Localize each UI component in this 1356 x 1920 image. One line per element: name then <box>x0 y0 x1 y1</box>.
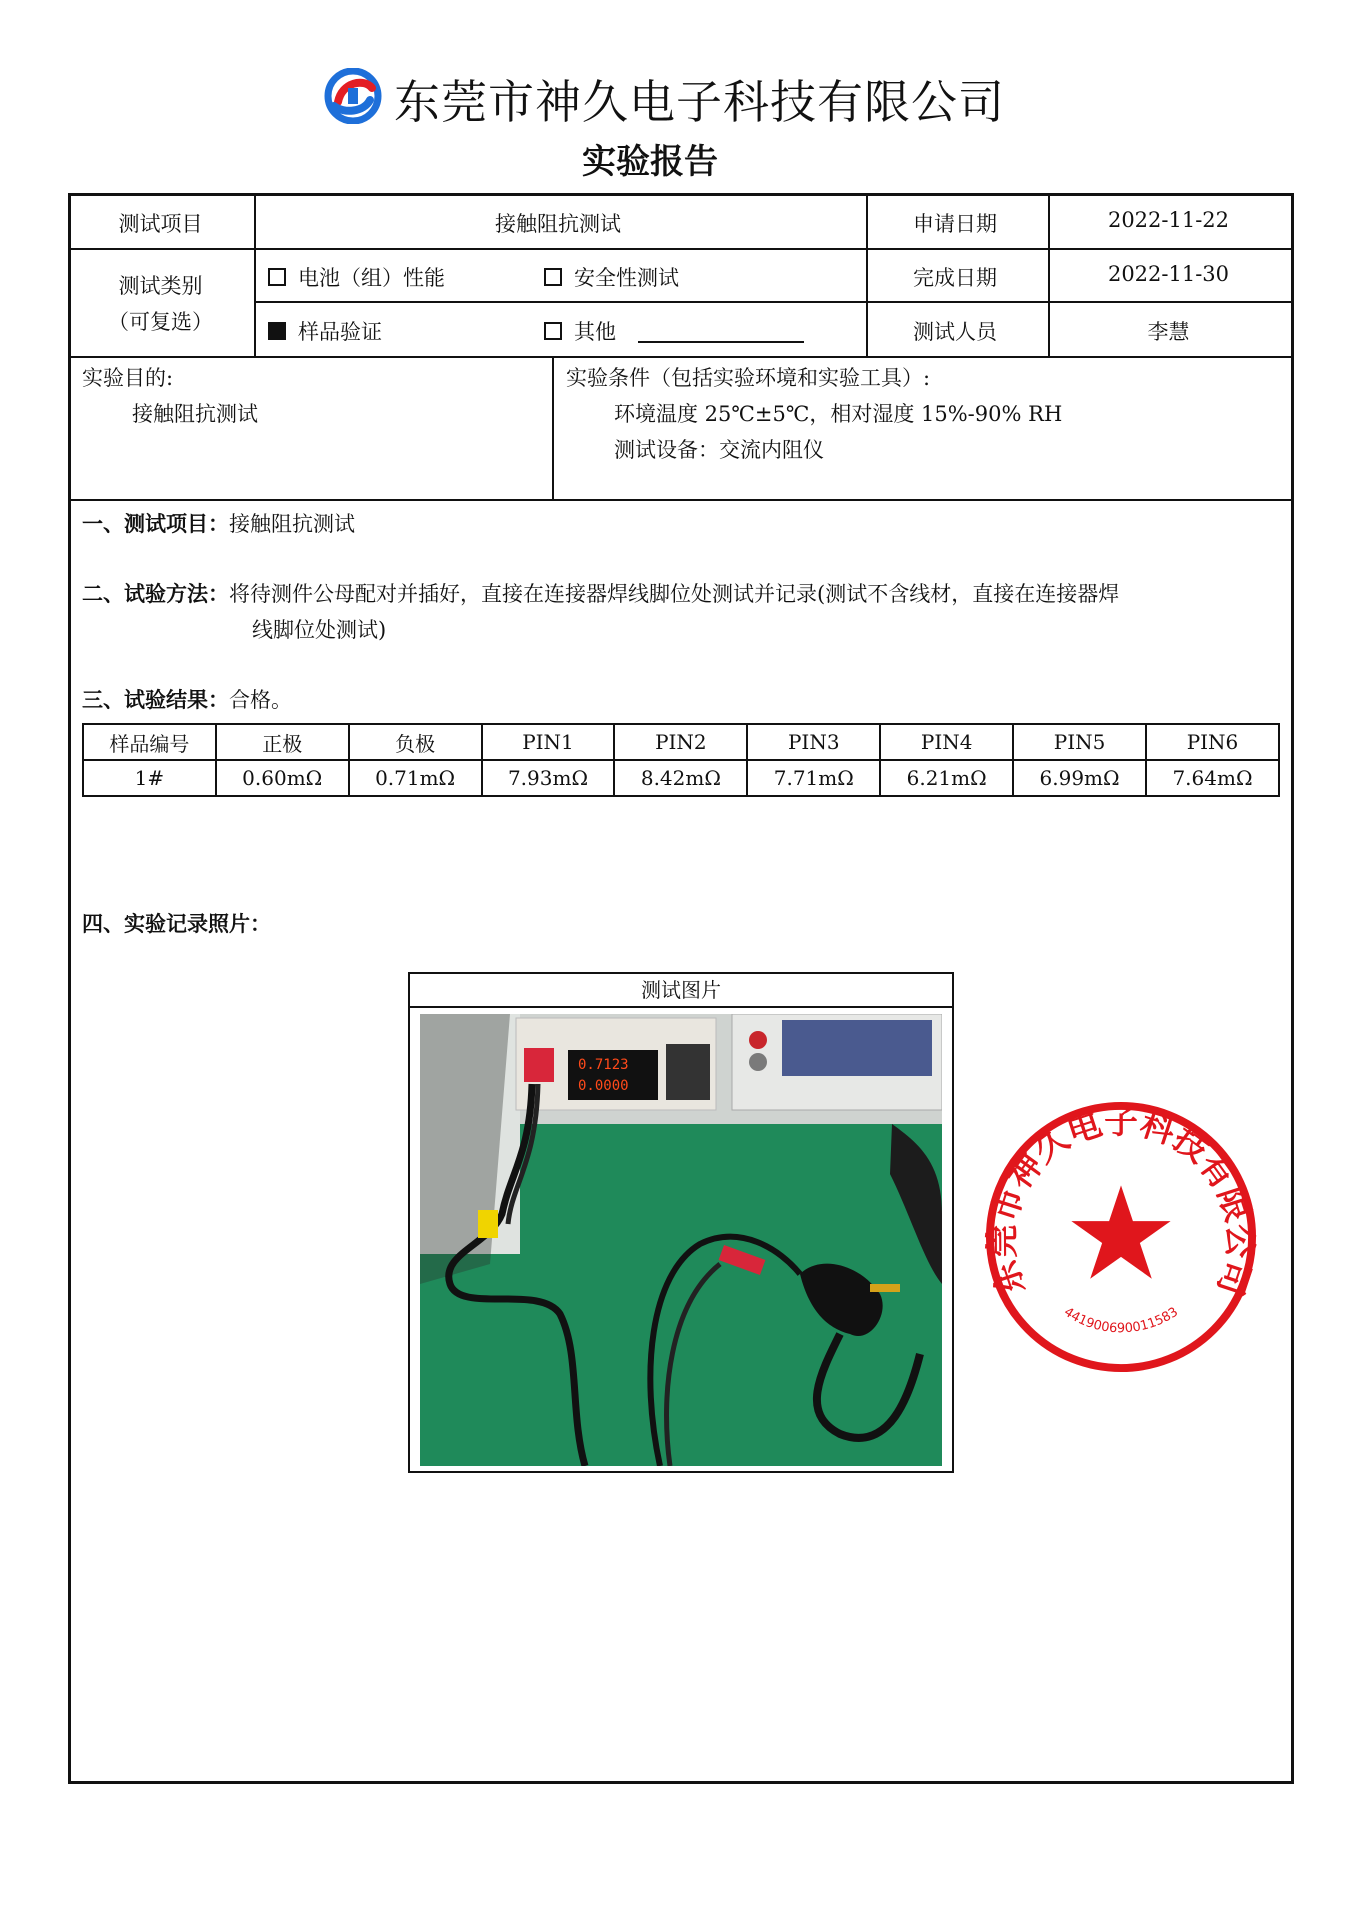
section-2-line-2: 线脚位处测试) <box>252 618 387 642</box>
checkbox-empty-icon[interactable] <box>268 268 286 286</box>
option-safety-test[interactable]: 安全性测试 <box>544 262 679 292</box>
company-name: 东莞市神久电子科技有限公司 <box>394 75 1005 129</box>
section-1-title: 一、测试项目： <box>82 512 229 536</box>
test-photo <box>420 1014 942 1466</box>
seal-number: 441900690011583 <box>1061 1304 1181 1337</box>
section-1 <box>82 508 355 538</box>
finish-date-label: 完成日期 <box>913 266 997 290</box>
tester-label: 测试人员 <box>913 320 997 344</box>
test-category-label: 测试类别 <box>118 274 203 298</box>
photo-caption: 测试图片 <box>408 972 954 1008</box>
checkbox-empty-icon[interactable] <box>544 268 562 286</box>
checkbox-checked-icon[interactable] <box>268 322 286 340</box>
header-sample-no: 样品编号 <box>83 724 216 760</box>
company-seal-icon <box>982 1098 1260 1376</box>
seal-text: 东莞市神久电子科技有限公司 <box>982 1102 1260 1301</box>
report-title: 实验报告 <box>582 142 718 182</box>
header-pin3: PIN3 <box>747 724 880 760</box>
cell-negative: 0.71mΩ <box>349 760 482 796</box>
meter-reading-1: 0.7123 <box>578 1057 629 1073</box>
table-row <box>83 760 1279 796</box>
section-2 <box>82 578 1119 608</box>
section-1-value: 接触阻抗测试 <box>229 512 355 536</box>
results-header-row <box>83 724 1279 760</box>
section-4-title: 四、实验记录照片： <box>82 912 271 936</box>
finish-date-value: 2022-11-30 <box>1107 262 1230 286</box>
purpose-label: 实验目的: <box>82 366 174 390</box>
conditions-environment: 环境温度 25℃±5℃，相对湿度 15%-90% RH <box>614 402 1063 426</box>
cell-sample-no: 1# <box>83 760 216 796</box>
cell-pin6: 7.64mΩ <box>1146 760 1279 796</box>
company-logo-icon <box>320 68 386 124</box>
section-3-title: 三、试验结果： <box>82 688 229 712</box>
option-sample-verification[interactable]: 样品验证 <box>268 316 382 346</box>
header-pin2: PIN2 <box>614 724 747 760</box>
test-category-hint: （可复选） <box>108 310 213 334</box>
cell-pin5: 6.99mΩ <box>1013 760 1146 796</box>
section-3 <box>82 684 292 714</box>
test-item-value: 接触阻抗测试 <box>495 212 621 236</box>
apply-date-value: 2022-11-22 <box>1107 208 1230 232</box>
cell-pin4: 6.21mΩ <box>880 760 1013 796</box>
meter-reading-2: 0.0000 <box>578 1078 629 1094</box>
section-3-value: 合格。 <box>229 688 292 712</box>
results-table <box>82 723 1280 797</box>
section-2-title: 二、试验方法： <box>82 582 229 606</box>
option-other[interactable]: 其他 <box>544 316 804 346</box>
tester-value: 李慧 <box>1147 320 1190 344</box>
section-4 <box>82 908 271 938</box>
cell-pin1: 7.93mΩ <box>482 760 615 796</box>
header-pin5: PIN5 <box>1013 724 1146 760</box>
test-item-label: 测试项目 <box>118 212 203 236</box>
section-2-line-1: 将待测件公母配对并插好，直接在连接器焊线脚位处测试并记录(测试不含线材，直接在连接器焊 <box>229 582 1120 606</box>
other-fill-line <box>638 341 804 343</box>
cell-pin3: 7.71mΩ <box>747 760 880 796</box>
header-pin4: PIN4 <box>880 724 1013 760</box>
conditions-equipment: 测试设备：交流内阻仪 <box>614 438 824 462</box>
option-battery-performance[interactable]: 电池（组）性能 <box>268 262 445 292</box>
cell-pin2: 8.42mΩ <box>614 760 747 796</box>
svg-text:441900690011583 <box>1061 1305 1181 1337</box>
purpose-value: 接触阻抗测试 <box>132 402 258 426</box>
header-pin6: PIN6 <box>1146 724 1279 760</box>
cell-positive: 0.60mΩ <box>216 760 349 796</box>
checkbox-empty-icon[interactable] <box>544 322 562 340</box>
conditions-label: 实验条件（包括实验环境和实验工具）: <box>566 366 931 390</box>
header-negative: 负极 <box>349 724 482 760</box>
header-positive: 正极 <box>216 724 349 760</box>
header-pin1: PIN1 <box>482 724 615 760</box>
apply-date-label: 申请日期 <box>913 212 997 236</box>
